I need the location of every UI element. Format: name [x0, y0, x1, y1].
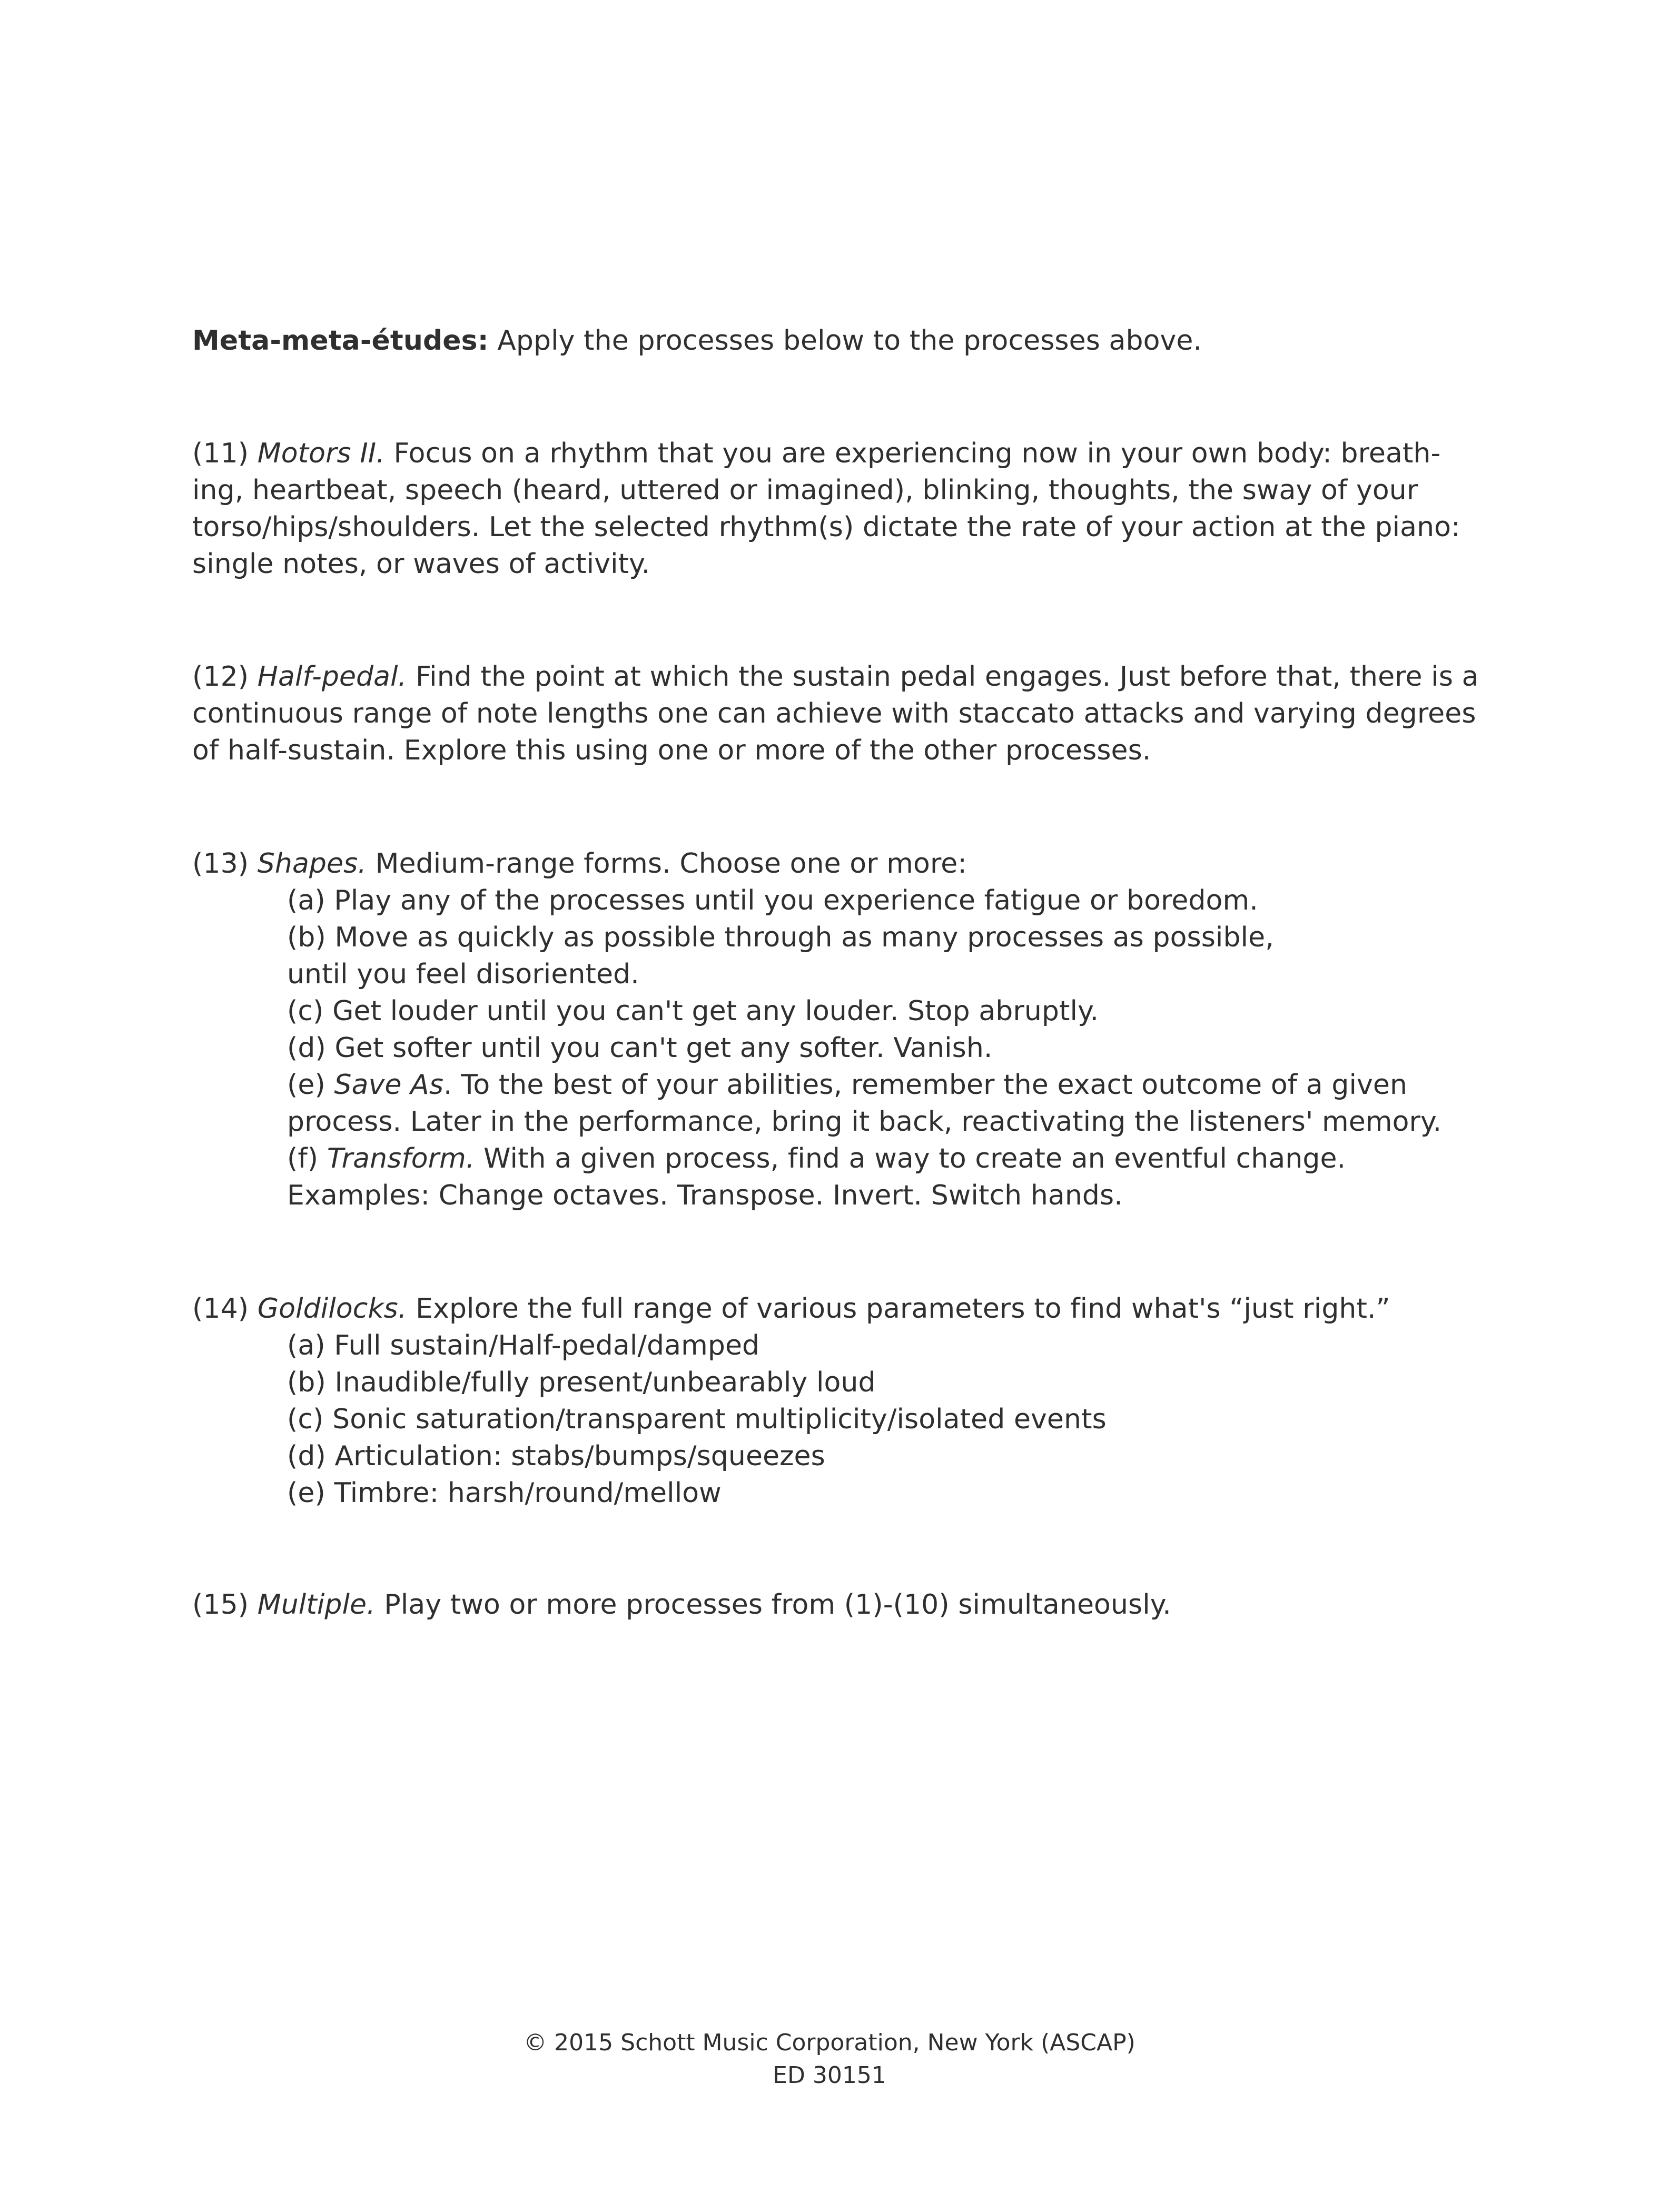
p15-title: Multiple.: [257, 1589, 376, 1621]
p12-line-1: [192, 658, 1479, 695]
p13-item-b-2: until you feel disoriented.: [287, 959, 639, 990]
p13-item-e-text: . To the best of your abilities, remember the exact outcome of a given: [443, 1069, 1408, 1101]
p13-item-f-1: [287, 1140, 1346, 1177]
p11-number: (11): [192, 438, 258, 469]
p12-number: (12): [192, 661, 258, 693]
p11-text-1: Focus on a rhythm that you are experiencing now in your own body: breath-: [384, 438, 1441, 469]
intro-line: [192, 322, 1202, 359]
p13-item-e-title: Save As: [334, 1069, 444, 1101]
p13-item-f-title: Transform.: [327, 1143, 475, 1174]
intro-text: Apply the processes below to the processes above.: [488, 325, 1202, 357]
footer-edition: ED 30151: [773, 2062, 886, 2089]
p12-title: Half-pedal.: [257, 661, 407, 693]
p14-item-b: (b) Inaudible/fully present/unbearably loud: [287, 1367, 876, 1398]
p13-item-a: (a) Play any of the processes until you experience fatigue or boredom.: [287, 885, 1258, 916]
p13-item-c: (c) Get louder until you can't get any louder. Stop abruptly.: [287, 995, 1099, 1027]
p14-item-d: (d) Articulation: stabs/bumps/squeezes: [287, 1440, 825, 1472]
p11-title: Motors II.: [257, 438, 385, 469]
p14-intro: Explore the full range of various parameters to find what's “just right.”: [407, 1293, 1390, 1325]
p13-number: (13): [192, 848, 258, 880]
p15-text: Play two or more processes from (1)-(10) simultaneously.: [375, 1589, 1171, 1621]
p13-title: Shapes.: [257, 848, 367, 880]
p14-number: (14): [192, 1293, 258, 1325]
p13-item-b-1: (b) Move as quickly as possible through as many processes as possible,: [287, 922, 1274, 953]
p12-text-1: Find the point at which the sustain pedal engages. Just before that, there is a: [407, 661, 1479, 693]
p11-line-2: ing, heartbeat, speech (heard, uttered or imagined), blinking, thoughts, the sway of your: [192, 475, 1418, 506]
p11-line-1: [192, 435, 1440, 472]
p13-line-1: [192, 845, 967, 882]
p14-item-a: (a) Full sustain/Half-pedal/damped: [287, 1330, 760, 1361]
p13-item-d: (d) Get softer until you can't get any softer. Vanish.: [287, 1032, 993, 1064]
p13-item-f-text: With a given process, find a way to create an eventful change.: [475, 1143, 1346, 1174]
footer-copyright: © 2015 Schott Music Corporation, New York (ASCAP): [524, 2029, 1135, 2056]
intro-heading: Meta-meta-études:: [192, 325, 489, 357]
p13-item-e-2: process. Later in the performance, bring it back, reactivating the listeners' memory.: [287, 1106, 1442, 1138]
p13-intro: Medium-range forms. Choose one or more:: [366, 848, 967, 880]
p13-item-f-prefix: (f): [287, 1143, 327, 1174]
p11-line-4: single notes, or waves of activity.: [192, 548, 650, 580]
p13-item-e-prefix: (e): [287, 1069, 334, 1101]
p12-line-3: of half-sustain. Explore this using one or more of the other processes.: [192, 735, 1151, 766]
p13-item-f-2: Examples: Change octaves. Transpose. Invert. Switch hands.: [287, 1180, 1123, 1211]
p14-item-c: (c) Sonic saturation/transparent multiplicity/isolated events: [287, 1404, 1107, 1435]
p15-number: (15): [192, 1589, 258, 1621]
p14-line-1: [192, 1290, 1390, 1327]
p13-item-e-1: [287, 1066, 1407, 1103]
p12-line-2: continuous range of note lengths one can achieve with staccato attacks and varying degrees: [192, 698, 1476, 729]
p14-title: Goldilocks.: [257, 1293, 407, 1325]
p14-item-e: (e) Timbre: harsh/round/mellow: [287, 1477, 722, 1509]
p11-line-3: torso/hips/shoulders. Let the selected rhythm(s) dictate the rate of your action at the piano:: [192, 511, 1460, 543]
p15-line-1: [192, 1586, 1171, 1623]
